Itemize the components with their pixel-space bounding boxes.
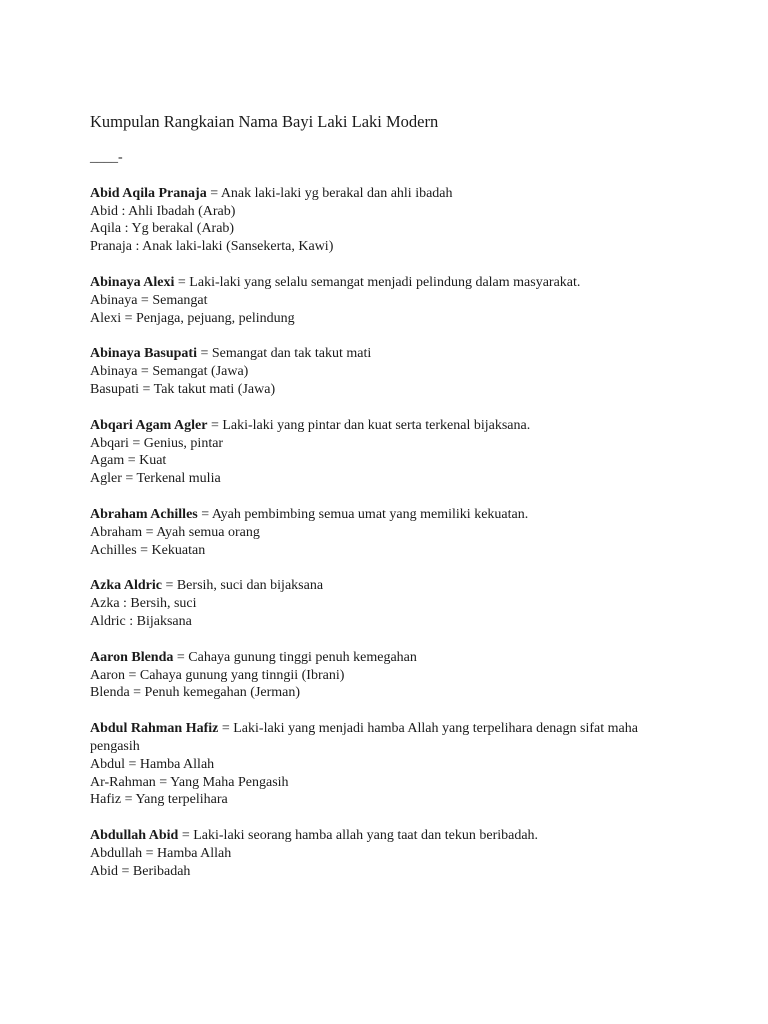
entry-name: Abinaya Basupati: [90, 346, 197, 362]
entry-heading: [90, 274, 690, 292]
entry-name: Aaron Blenda: [90, 649, 174, 665]
entry-meaning: = Laki-laki seorang hamba allah yang taat dan tekun beribadah.: [178, 828, 539, 844]
name-entry: [90, 417, 690, 488]
title-separator: ____-: [90, 150, 123, 165]
entry-meaning: = Bersih, suci dan bijaksana: [161, 578, 324, 594]
entry-part: Abinaya = Semangat (Jawa): [90, 364, 249, 380]
document-page: [90, 112, 690, 899]
entry-part: Abinaya = Semangat: [90, 292, 208, 308]
name-entry: [90, 720, 690, 809]
entry-meaning: = Ayah pembimbing semua umat yang memiliki kekuatan.: [197, 506, 529, 522]
entry-part: Abid = Beribadah: [90, 863, 191, 879]
name-entry: [90, 649, 690, 702]
entry-part: Abid : Ahli Ibadah (Arab): [90, 203, 236, 219]
name-entry: [90, 506, 690, 559]
entry-meaning: = Anak laki-laki yg berakal dan ahli ibadah: [206, 185, 453, 201]
entry-part: Abraham = Ayah semua orang: [90, 524, 260, 540]
entry-part: Abdul = Hamba Allah: [90, 756, 215, 772]
entry-part: Pranaja : Anak laki-laki (Sansekerta, Kawi): [90, 239, 334, 255]
entry-name: Abdullah Abid: [90, 828, 179, 844]
entry-heading: [90, 649, 690, 667]
entry-part: Aaron = Cahaya gunung yang tinngii (Ibrani): [90, 667, 345, 683]
entry-part: Agam = Kuat: [90, 453, 167, 469]
name-entry: [90, 274, 690, 327]
entry-part: Ar-Rahman = Yang Maha Pengasih: [90, 774, 289, 790]
entry-meaning: = Laki-laki yang menjadi hamba Allah yang terpelihara denagn sifat maha pengasih: [90, 721, 638, 754]
entry-name: Abraham Achilles: [90, 506, 198, 522]
entry-part: Blenda = Penuh kemegahan (Jerman): [90, 685, 301, 701]
entry-name: Abid Aqila Pranaja: [90, 185, 207, 201]
entry-heading: [90, 185, 690, 203]
document-title: Kumpulan Rangkaian Nama Bayi Laki Laki Modern: [90, 112, 439, 131]
entry-name: Abinaya Alexi: [90, 274, 175, 290]
entry-name: Abqari Agam Agler: [90, 417, 208, 433]
name-entry: [90, 827, 690, 880]
entry-name: Azka Aldric: [90, 578, 162, 594]
entry-heading: [90, 827, 690, 845]
entry-heading: [90, 345, 690, 363]
entry-meaning: = Cahaya gunung tinggi penuh kemegahan: [173, 649, 417, 665]
entry-name: Abdul Rahman Hafiz: [90, 721, 219, 737]
entry-part: Agler = Terkenal mulia: [90, 471, 221, 487]
entry-part: Achilles = Kekuatan: [90, 542, 206, 558]
entry-meaning: = Semangat dan tak takut mati: [196, 346, 372, 362]
entry-heading: [90, 417, 690, 435]
name-entries-list: [90, 185, 690, 881]
entry-part: Azka : Bersih, suci: [90, 596, 197, 612]
entry-part: Abdullah = Hamba Allah: [90, 845, 232, 861]
entry-heading: [90, 577, 690, 595]
entry-meaning: = Laki-laki yang selalu semangat menjadi pelindung dalam masyarakat.: [174, 274, 581, 290]
name-entry: [90, 577, 690, 630]
entry-part: Aqila : Yg berakal (Arab): [90, 221, 235, 237]
entry-part: Abqari = Genius, pintar: [90, 435, 224, 451]
name-entry: [90, 185, 690, 256]
entry-part: Basupati = Tak takut mati (Jawa): [90, 381, 276, 397]
entry-part: Aldric : Bijaksana: [90, 613, 192, 629]
entry-part: Alexi = Penjaga, pejuang, pelindung: [90, 310, 295, 326]
entry-part: Hafiz = Yang terpelihara: [90, 792, 228, 808]
name-entry: [90, 345, 690, 398]
entry-meaning: = Laki-laki yang pintar dan kuat serta terkenal bijaksana.: [207, 417, 531, 433]
entry-heading: [90, 720, 690, 756]
entry-heading: [90, 506, 690, 524]
